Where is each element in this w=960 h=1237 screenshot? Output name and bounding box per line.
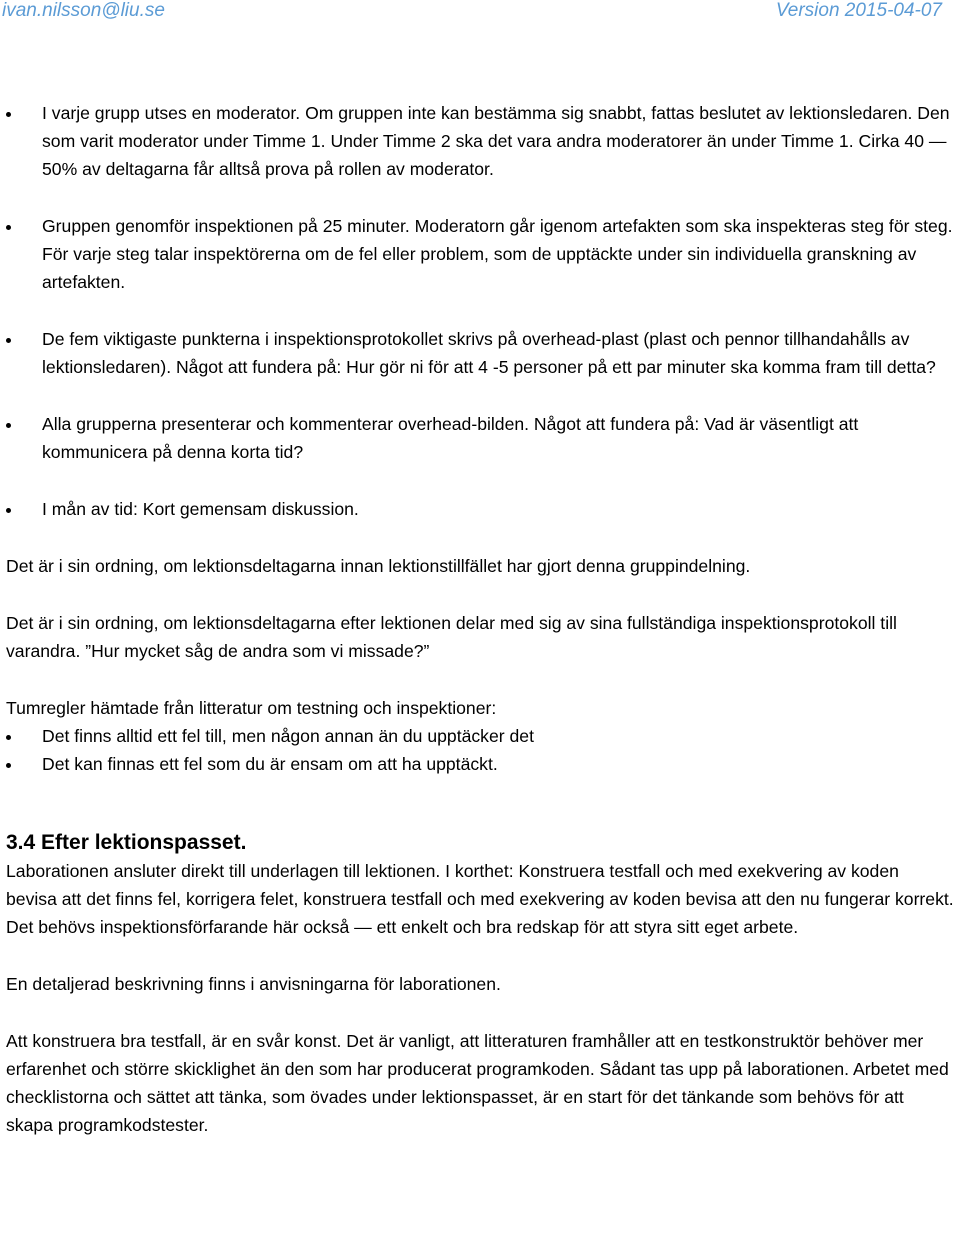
paragraph: Det är i sin ordning, om lektionsdeltagarna efter lektionen delar med sig av sina fullständiga inspektionsprotokoll till varandra. ”Hur mycket såg de andra som vi missade?” bbox=[6, 613, 897, 661]
list-item: I varje grupp utses en moderator. Om gruppen inte kan bestämma sig snabbt, fattas beslutet av lektionsledaren. Den som varit moderator under Timme 1. Under Timme 2 ska det vara andra moderatorer än under Timme 1. Cirka 40 — 50% av deltagarna får alltså prova på rollen av moderator. bbox=[6, 99, 954, 183]
list-item: Gruppen genomför inspektionen på 25 minuter. Moderatorn går igenom artefakten som ska inspekteras steg för steg. För varje steg talar inspektörerna om de fel eller problem, som de upptäckte under sin individuella granskning av artefakten. bbox=[6, 212, 954, 296]
paragraph: Laborationen ansluter direkt till underlagen till lektionen. I korthet: Konstruera testfall och med exekvering av koden bevisa att det finns fel, korrigera felet, konstruera testfall och med exekvering av koden bevisa att den nu fungerar korrekt. Det behövs inspektionsförfarande här också — ett enkelt och bra redskap för att styra sitt eget arbete. bbox=[6, 861, 954, 937]
author-email: ivan.nilsson@liu.se bbox=[2, 0, 165, 21]
list-item: Det finns alltid ett fel till, men någon annan än du upptäcker det bbox=[6, 722, 954, 750]
list-item: De fem viktigaste punkterna i inspektionsprotokollet skrivs på overhead-plast (plast och pennor tillhandahålls av lektionsledaren). Något att fundera på: Hur gör ni för att 4 -5 personer på ett par minuter ska komma fram till detta? bbox=[6, 325, 954, 381]
document-body bbox=[6, 99, 954, 1139]
list-item: Alla grupperna presenterar och kommenterar overhead-bilden. Något att fundera på: Vad är väsentligt att kommunicera på denna korta tid? bbox=[6, 410, 954, 466]
page-header bbox=[0, 0, 960, 36]
paragraph: Det är i sin ordning, om lektionsdeltagarna innan lektionstillfället har gjort denna gruppindelning. bbox=[6, 556, 751, 576]
paragraph: Att konstruera bra testfall, är en svår konst. Det är vanligt, att litteraturen framhåller att en testkonstruktör behöver mer erfarenhet och större skicklighet än den som har producerat programkoden. Sådant tas upp på laborationen. Arbetet med checklistorna och sättet att tänka, som övades under lektionspasset, är en start för det tänkande som behövs för att skapa programkodstester. bbox=[6, 1031, 949, 1135]
document-version: Version 2015-04-07 bbox=[775, 0, 942, 21]
section-heading: 3.4 Efter lektionspasset. bbox=[6, 831, 247, 854]
list-item: Det kan finnas ett fel som du är ensam om att ha upptäckt. bbox=[6, 750, 954, 778]
rules-intro: Tumregler hämtade från litteratur om testning och inspektioner: bbox=[6, 698, 497, 718]
list-item: I mån av tid: Kort gemensam diskussion. bbox=[6, 495, 954, 523]
paragraph: En detaljerad beskrivning finns i anvisningarna för laborationen. bbox=[6, 974, 501, 994]
